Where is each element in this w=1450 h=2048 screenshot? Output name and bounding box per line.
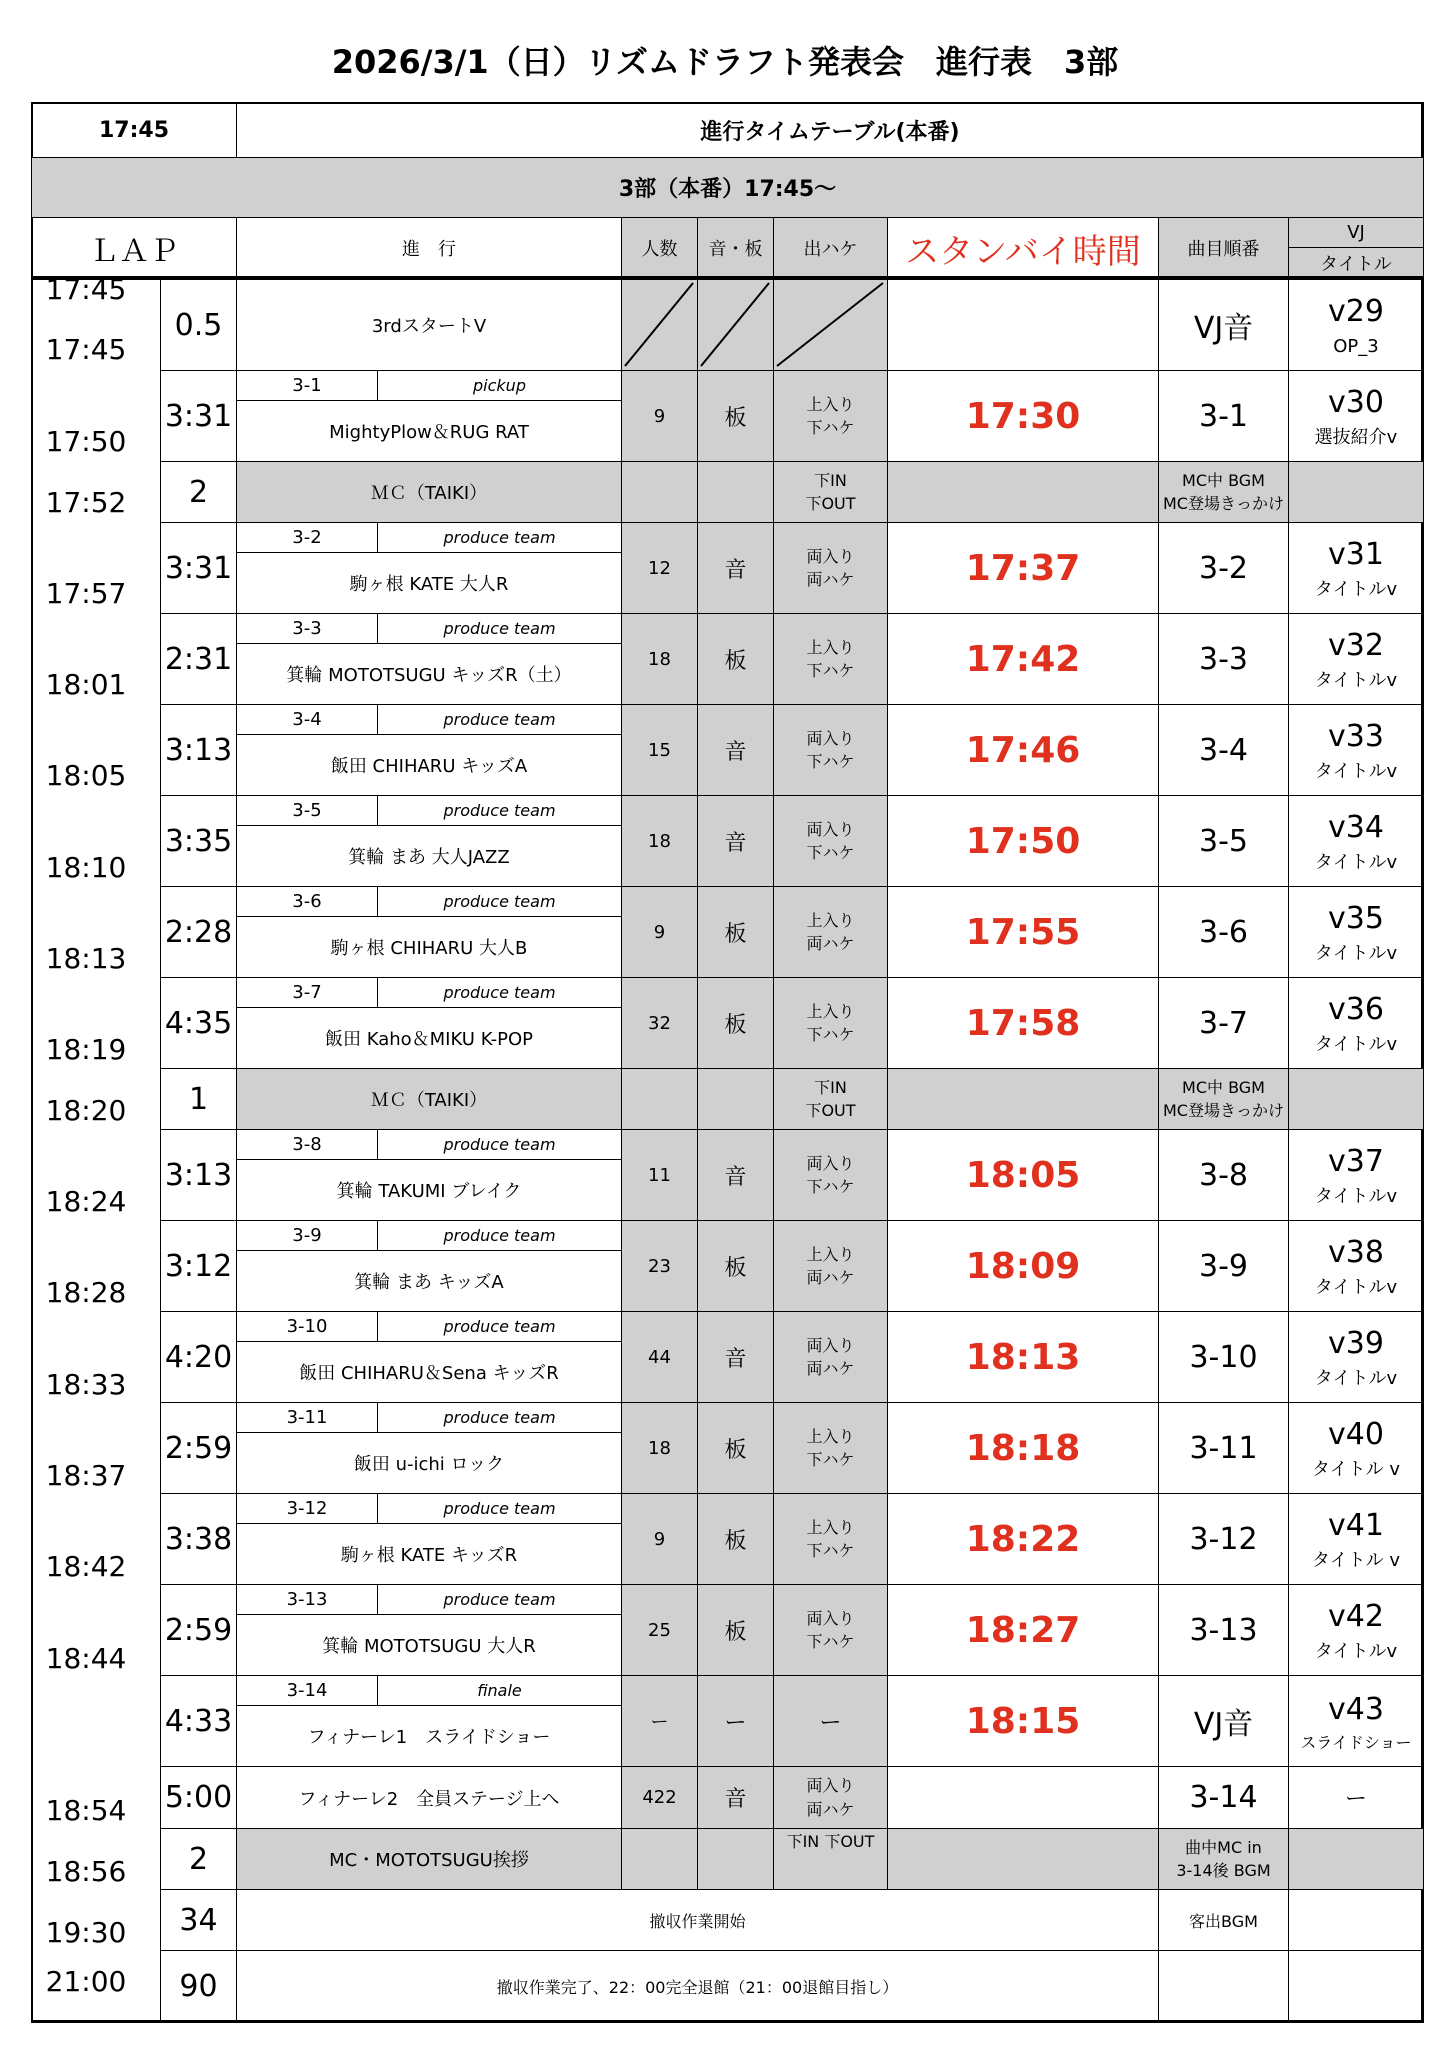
count-cell: 9 <box>621 370 698 462</box>
progress-cell: MC・MOTOTSUGU挨拶 <box>236 1828 622 1890</box>
lap-cell: 2:59 <box>160 1402 237 1494</box>
entry-cell <box>773 795 888 887</box>
vj-code: v39 <box>1328 1326 1384 1362</box>
vj-cell <box>1288 977 1424 1069</box>
col-vj: VJ <box>1288 217 1424 248</box>
lap-cell: 1 <box>160 1068 237 1130</box>
standby-cell: 18:27 <box>887 1584 1159 1676</box>
entry-line1: 上入り <box>806 637 855 657</box>
time-column <box>31 279 161 2023</box>
tag-cell: pickup <box>377 370 622 401</box>
order-cell: 3-14 <box>1158 1766 1289 1829</box>
number-cell: 3-11 <box>236 1402 378 1433</box>
lap-cell: 34 <box>160 1889 237 1951</box>
vj-title: タイトルv <box>1314 1640 1398 1662</box>
count-cell <box>621 461 698 523</box>
tag-cell: produce team <box>377 795 622 826</box>
count-cell: 32 <box>621 977 698 1069</box>
entry-cell <box>773 1068 888 1130</box>
col-lap: ＬＡＰ <box>31 217 237 279</box>
vj-title: タイトル v <box>1311 1458 1400 1480</box>
entry-line2: 下ハケ <box>806 1541 855 1560</box>
number-cell: 3-12 <box>236 1493 378 1524</box>
standby-cell: 18:18 <box>887 1402 1159 1494</box>
entry-cell <box>773 1220 888 1312</box>
order-cell: 客出BGM <box>1158 1889 1289 1951</box>
order-cell: 3-8 <box>1158 1129 1289 1221</box>
standby-cell <box>887 1828 1159 1890</box>
number-cell: 3-2 <box>236 522 378 553</box>
order-cell: 3-10 <box>1158 1311 1289 1403</box>
entry-cell <box>773 522 888 614</box>
time-mark: 21:00 <box>45 1965 127 1998</box>
vj-cell <box>1288 522 1424 614</box>
entry-line2: 下OUT <box>805 1101 856 1120</box>
vj-cell <box>1288 1220 1424 1312</box>
time-mark: 18:13 <box>45 942 127 975</box>
sound-cell <box>697 1068 774 1130</box>
order-cell <box>1158 461 1289 523</box>
order-cell: 3-11 <box>1158 1402 1289 1494</box>
time-mark: 18:05 <box>45 759 127 792</box>
vj-cell <box>1288 1950 1424 2023</box>
standby-cell: 18:15 <box>887 1675 1159 1767</box>
progress-cell: 飯田 Kaho＆MIKU K-POP <box>236 1007 622 1069</box>
entry-line2: 下ハケ <box>806 843 855 862</box>
number-cell: 3-9 <box>236 1220 378 1251</box>
time-mark: 18:33 <box>45 1368 127 1401</box>
count-cell: 12 <box>621 522 698 614</box>
vj-code: v38 <box>1328 1235 1384 1271</box>
vj-title: OP_3 <box>1333 335 1379 357</box>
standby-cell: 17:30 <box>887 370 1159 462</box>
count-cell: 18 <box>621 795 698 887</box>
vj-cell <box>1288 1068 1424 1130</box>
lap-cell: 0.5 <box>160 279 237 371</box>
entry-line1: 両入り <box>806 728 855 748</box>
sound-cell: ー <box>697 1675 774 1767</box>
order-line1: 曲中MC in <box>1185 1837 1262 1857</box>
sound-cell <box>697 1828 774 1890</box>
sound-cell: 板 <box>697 1220 774 1312</box>
order-line1: MC中 BGM <box>1182 470 1265 490</box>
sound-cell: 音 <box>697 1129 774 1221</box>
entry-line2: 下OUT <box>805 494 856 513</box>
time-mark: 17:45 <box>45 273 127 306</box>
lap-cell: 4:35 <box>160 977 237 1069</box>
lap-cell: 2 <box>160 1828 237 1890</box>
order-cell: 3-7 <box>1158 977 1289 1069</box>
entry-cell <box>773 1493 888 1585</box>
time-mark: 18:20 <box>45 1094 127 1127</box>
standby-cell <box>887 1068 1159 1130</box>
order-cell: 3-5 <box>1158 795 1289 887</box>
time-mark: 17:52 <box>45 486 127 519</box>
header-section: 3部（本番）17:45〜 <box>31 157 1424 218</box>
lap-cell: 2:59 <box>160 1584 237 1676</box>
vj-title: タイトル v <box>1311 1549 1400 1571</box>
time-mark: 18:44 <box>45 1642 127 1675</box>
tag-cell: produce team <box>377 886 622 917</box>
progress-cell: 箕輪 MOTOTSUGU キッズR（土） <box>236 643 622 705</box>
lap-cell: 3:13 <box>160 704 237 796</box>
entry-line1: 両入り <box>806 546 855 566</box>
progress-cell: 飯田 CHIHARU キッズA <box>236 734 622 796</box>
order-cell <box>1158 1828 1289 1890</box>
entry-cell <box>773 1402 888 1494</box>
col-vj-title: タイトル <box>1288 247 1424 279</box>
col-count: 人数 <box>621 217 698 279</box>
entry-line2: 両ハケ <box>806 1799 855 1819</box>
count-cell: 15 <box>621 704 698 796</box>
vj-cell <box>1288 1675 1424 1767</box>
order-line2: MC登場きっかけ <box>1163 1101 1284 1120</box>
entry-cell <box>773 1311 888 1403</box>
sound-cell: 音 <box>697 795 774 887</box>
progress-cell: 飯田 CHIHARU＆Sena キッズR <box>236 1341 622 1403</box>
count-cell: 9 <box>621 886 698 978</box>
order-cell: VJ音 <box>1158 1675 1289 1767</box>
entry-cell <box>773 704 888 796</box>
lap-cell: 3:38 <box>160 1493 237 1585</box>
vj-code: v32 <box>1328 628 1384 664</box>
entry-line1: 上入り <box>806 1426 855 1446</box>
entry-line2: 下ハケ <box>806 418 855 437</box>
sound-cell: 音 <box>697 1766 774 1829</box>
order-cell <box>1158 1068 1289 1130</box>
entry-cell <box>773 370 888 462</box>
order-cell: 3-13 <box>1158 1584 1289 1676</box>
standby-cell <box>887 1766 1159 1829</box>
progress-cell: 撤収作業開始 <box>236 1889 1159 1951</box>
sound-cell: 音 <box>697 704 774 796</box>
order-line1: MC中 BGM <box>1182 1077 1265 1097</box>
entry-line2: 両ハケ <box>806 570 855 589</box>
progress-cell: MightyPlow＆RUG RAT <box>236 400 622 462</box>
entry-line1: 両入り <box>806 1608 855 1628</box>
entry-cell <box>773 613 888 705</box>
number-cell: 3-14 <box>236 1675 378 1706</box>
count-cell <box>621 1068 698 1130</box>
progress-cell: 撤収作業完了、22：00完全退館（21：00退館目指し） <box>236 1950 1159 2023</box>
sound-cell: 板 <box>697 1584 774 1676</box>
number-cell: 3-5 <box>236 795 378 826</box>
time-mark: 17:45 <box>45 333 127 366</box>
number-cell: 3-10 <box>236 1311 378 1342</box>
sound-cell: 板 <box>697 977 774 1069</box>
vj-cell <box>1288 1402 1424 1494</box>
vj-code: v29 <box>1328 294 1384 330</box>
tag-cell: produce team <box>377 977 622 1008</box>
entry-line1: 両入り <box>806 1335 855 1355</box>
vj-cell <box>1288 1311 1424 1403</box>
entry-line1: 下IN <box>814 470 847 490</box>
lap-cell: 3:31 <box>160 370 237 462</box>
slash-entry <box>773 279 887 370</box>
progress-cell: ＭＣ（TAIKI） <box>236 461 622 523</box>
entry-line2: 下ハケ <box>806 1450 855 1469</box>
entry-line1: 上入り <box>806 1244 855 1264</box>
lap-cell: 3:13 <box>160 1129 237 1221</box>
order-cell <box>1158 1950 1289 2023</box>
entry-line1: 下IN <box>814 1077 847 1097</box>
progress-cell: ＭＣ（TAIKI） <box>236 1068 622 1130</box>
vj-cell <box>1288 1493 1424 1585</box>
time-mark: 18:28 <box>45 1276 127 1309</box>
entry-cell <box>773 977 888 1069</box>
standby-cell: 17:37 <box>887 522 1159 614</box>
lap-cell: 4:33 <box>160 1675 237 1767</box>
vj-cell: ー <box>1288 1766 1424 1829</box>
standby-cell <box>887 279 1159 371</box>
entry-line2: 両ハケ <box>806 1268 855 1287</box>
col-entry: 出ハケ <box>773 217 888 279</box>
vj-title: 選抜紹介v <box>1314 426 1398 448</box>
vj-title: タイトルv <box>1314 1033 1398 1055</box>
tag-cell: produce team <box>377 1493 622 1524</box>
lap-cell: 2:28 <box>160 886 237 978</box>
entry-line1: 上入り <box>806 394 855 414</box>
vj-cell <box>1288 704 1424 796</box>
vj-code: v37 <box>1328 1144 1384 1180</box>
vj-code: v40 <box>1328 1417 1384 1453</box>
entry-cell <box>773 1584 888 1676</box>
time-mark: 18:37 <box>45 1459 127 1492</box>
vj-title: スライドショー <box>1300 1733 1412 1753</box>
count-cell <box>621 1828 698 1890</box>
progress-cell: 駒ヶ根 CHIHARU 大人B <box>236 916 622 978</box>
number-cell: 3-4 <box>236 704 378 735</box>
col-standby: スタンバイ時間 <box>887 217 1159 279</box>
time-mark: 18:54 <box>45 1794 127 1827</box>
vj-cell <box>1288 1889 1424 1951</box>
entry-line1: 上入り <box>806 910 855 930</box>
progress-cell: 箕輪 MOTOTSUGU 大人R <box>236 1614 622 1676</box>
header-table-title: 進行タイムテーブル(本番) <box>236 102 1424 158</box>
time-mark: 18:42 <box>45 1550 127 1583</box>
entry-cell <box>773 886 888 978</box>
lap-cell: 5:00 <box>160 1766 237 1829</box>
vj-cell <box>1288 1129 1424 1221</box>
vj-code: v33 <box>1328 719 1384 755</box>
tag-cell: produce team <box>377 522 622 553</box>
progress-cell: 駒ヶ根 KATE キッズR <box>236 1523 622 1585</box>
vj-title: タイトルv <box>1314 669 1398 691</box>
entry-line2: 下ハケ <box>806 752 855 771</box>
progress-cell: 駒ヶ根 KATE 大人R <box>236 552 622 614</box>
order-cell: 3-2 <box>1158 522 1289 614</box>
sound-cell: 板 <box>697 1493 774 1585</box>
entry-line2: 下ハケ <box>806 1177 855 1196</box>
order-cell: 3-9 <box>1158 1220 1289 1312</box>
entry-line1: 上入り <box>806 1517 855 1537</box>
sound-cell: 板 <box>697 370 774 462</box>
vj-cell <box>1288 886 1424 978</box>
vj-code: v43 <box>1328 1691 1384 1727</box>
vj-cell <box>1288 795 1424 887</box>
order-cell: 3-12 <box>1158 1493 1289 1585</box>
col-progress: 進 行 <box>236 217 622 279</box>
standby-cell: 17:42 <box>887 613 1159 705</box>
time-mark: 17:57 <box>45 577 127 610</box>
vj-title: タイトルv <box>1314 1367 1398 1389</box>
vj-cell <box>1288 461 1424 523</box>
vj-code: v42 <box>1328 1599 1384 1635</box>
progress-cell: 箕輪 TAKUMI ブレイク <box>236 1159 622 1221</box>
lap-cell: 3:31 <box>160 522 237 614</box>
vj-title: タイトルv <box>1314 942 1398 964</box>
entry-line1: 上入り <box>806 1001 855 1021</box>
vj-cell <box>1288 1584 1424 1676</box>
tag-cell: produce team <box>377 1129 622 1160</box>
tag-cell: produce team <box>377 704 622 735</box>
time-mark: 18:56 <box>45 1855 127 1888</box>
sound-cell: 板 <box>697 886 774 978</box>
entry-cell: ー <box>773 1675 888 1767</box>
progress-cell: 箕輪 まあ キッズA <box>236 1250 622 1312</box>
order-cell: VJ音 <box>1158 279 1289 371</box>
sound-cell: 音 <box>697 1311 774 1403</box>
tag-cell: produce team <box>377 1311 622 1342</box>
vj-title: タイトルv <box>1314 760 1398 782</box>
entry-line2: 両ハケ <box>806 1359 855 1378</box>
number-cell: 3-6 <box>236 886 378 917</box>
number-cell: 3-1 <box>236 370 378 401</box>
progress-cell: 飯田 u-ichi ロック <box>236 1432 622 1494</box>
entry-line1: 両入り <box>806 819 855 839</box>
order-line2: 3-14後 BGM <box>1176 1861 1271 1880</box>
order-cell: 3-6 <box>1158 886 1289 978</box>
vj-code: v34 <box>1328 810 1384 846</box>
lap-cell: 3:35 <box>160 795 237 887</box>
entry-line2: 下ハケ <box>806 661 855 680</box>
vj-code: v41 <box>1328 1508 1384 1544</box>
lap-cell: 2:31 <box>160 613 237 705</box>
time-mark: 19:30 <box>45 1916 127 1949</box>
entry-cell: 下IN 下OUT <box>773 1828 888 1890</box>
standby-cell: 17:58 <box>887 977 1159 1069</box>
tag-cell: produce team <box>377 1402 622 1433</box>
standby-cell: 18:13 <box>887 1311 1159 1403</box>
col-sound: 音・板 <box>697 217 774 279</box>
vj-cell <box>1288 1828 1424 1890</box>
vj-code: v30 <box>1328 385 1384 421</box>
count-cell: 9 <box>621 1493 698 1585</box>
standby-cell <box>887 461 1159 523</box>
sound-cell: 音 <box>697 522 774 614</box>
count-cell: ー <box>621 1675 698 1767</box>
progress-cell: 箕輪 まあ 大人JAZZ <box>236 825 622 887</box>
vj-title: タイトルv <box>1314 1276 1398 1298</box>
count-cell: 11 <box>621 1129 698 1221</box>
time-mark: 18:01 <box>45 668 127 701</box>
standby-cell: 17:50 <box>887 795 1159 887</box>
count-cell: 44 <box>621 1311 698 1403</box>
vj-cell <box>1288 370 1424 462</box>
lap-cell: 4:20 <box>160 1311 237 1403</box>
count-cell: 422 <box>621 1766 698 1829</box>
progress-cell: フィナーレ1 スライドショー <box>236 1705 622 1767</box>
tag-cell: produce team <box>377 1584 622 1615</box>
sound-cell: 板 <box>697 613 774 705</box>
entry-line2: 下ハケ <box>806 1025 855 1044</box>
time-mark: 18:19 <box>45 1033 127 1066</box>
lap-cell: 3:12 <box>160 1220 237 1312</box>
standby-cell: 17:55 <box>887 886 1159 978</box>
order-line2: MC登場きっかけ <box>1163 494 1284 513</box>
tag-cell: produce team <box>377 613 622 644</box>
tag-cell: finale <box>377 1675 622 1706</box>
number-cell: 3-13 <box>236 1584 378 1615</box>
progress-cell: 3rdスタートV <box>236 279 622 371</box>
lap-cell: 90 <box>160 1950 237 2023</box>
entry-line2: 両ハケ <box>806 934 855 953</box>
tag-cell: produce team <box>377 1220 622 1251</box>
vj-cell <box>1288 613 1424 705</box>
count-cell: 18 <box>621 1402 698 1494</box>
time-mark: 18:10 <box>45 851 127 884</box>
slash-count <box>621 279 697 370</box>
number-cell: 3-8 <box>236 1129 378 1160</box>
page-title: 2026/3/1（日）リズムドラフト発表会 進行表 3部 <box>331 43 1119 81</box>
entry-cell <box>773 1129 888 1221</box>
vj-code: v35 <box>1328 901 1384 937</box>
order-cell: 3-3 <box>1158 613 1289 705</box>
progress-cell: フィナーレ2 全員ステージ上へ <box>236 1766 622 1829</box>
vj-title: タイトルv <box>1314 578 1398 600</box>
standby-cell: 18:09 <box>887 1220 1159 1312</box>
number-cell: 3-3 <box>236 613 378 644</box>
slash-sound <box>697 279 773 370</box>
sound-cell <box>697 461 774 523</box>
header-start-time: 17:45 <box>31 102 237 158</box>
time-mark: 17:50 <box>45 425 127 458</box>
vj-title: タイトルv <box>1314 851 1398 873</box>
sound-cell: 板 <box>697 1402 774 1494</box>
entry-line1: 両入り <box>806 1776 855 1796</box>
vj-code: v31 <box>1328 537 1384 573</box>
count-cell: 18 <box>621 613 698 705</box>
time-mark: 18:24 <box>45 1185 127 1218</box>
entry-line1: 両入り <box>806 1153 855 1173</box>
order-cell: 3-1 <box>1158 370 1289 462</box>
col-order: 曲目順番 <box>1158 217 1289 279</box>
standby-cell: 18:05 <box>887 1129 1159 1221</box>
number-cell: 3-7 <box>236 977 378 1008</box>
entry-line2: 下ハケ <box>806 1632 855 1651</box>
entry-cell <box>773 461 888 523</box>
count-cell: 25 <box>621 1584 698 1676</box>
vj-cell <box>1288 279 1424 371</box>
lap-cell: 2 <box>160 461 237 523</box>
order-cell: 3-4 <box>1158 704 1289 796</box>
vj-title: タイトルv <box>1314 1185 1398 1207</box>
vj-code: v36 <box>1328 992 1384 1028</box>
count-cell: 23 <box>621 1220 698 1312</box>
entry-cell <box>773 1766 888 1829</box>
standby-cell: 18:22 <box>887 1493 1159 1585</box>
standby-cell: 17:46 <box>887 704 1159 796</box>
